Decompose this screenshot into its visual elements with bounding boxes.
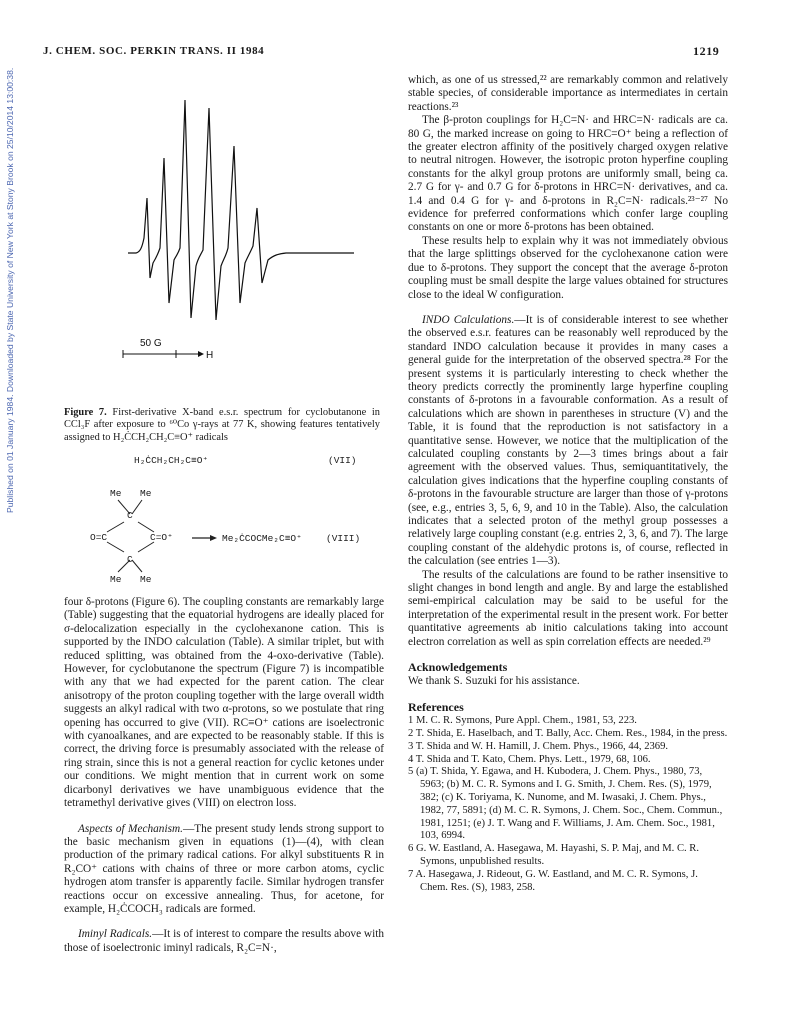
c-top: C <box>127 510 133 521</box>
me-bottom-left: Me <box>110 574 122 585</box>
vii-formula: H₂ĊCH₂CH₂C≡O⁺ <box>134 455 209 466</box>
download-notice: Published on 01 January 1984. Downloaded by State University of New York at Stony Brook on 25/10/2014 13:00:38. <box>5 67 15 513</box>
field-arrow-icon <box>198 351 204 357</box>
reaction-arrow-icon <box>210 535 217 541</box>
right-paragraph-4 <box>408 314 728 569</box>
left-paragraph-2 <box>64 823 384 917</box>
viii-label: (VIII) <box>326 533 361 544</box>
scale-label: 50 G <box>140 338 162 349</box>
journal-header: J. CHEM. SOC. PERKIN TRANS. II 1984 <box>43 45 265 57</box>
vii-label: (VII) <box>328 455 357 466</box>
o-equals-c: O=C <box>90 532 108 543</box>
figure-caption-text: First-derivative X-band e.s.r. spectrum for cyclobutanone in CCl₃F after exposure to ⁶⁰Co γ-rays at 77 K, showing features tentatively assigned to H₂ĊCH₂CH₂C≡O⁺ radicals <box>64 407 380 443</box>
right-paragraph-1: which, as one of us stressed,²² are remarkably common and relatively stable species, of considerable importance as intermediates in certain reactions.²³ <box>408 74 728 113</box>
me-top-left: Me <box>110 488 122 499</box>
figure-caption <box>64 407 380 444</box>
reference-item: 2 T. Shida, E. Haselbach, and T. Bally, Acc. Chem. Res., 1984, in the press. <box>408 728 728 740</box>
reference-item: 6 G. W. Eastland, A. Hasegawa, M. Hayashi, S. P. Maj, and M. C. R. Symons, unpublished results. <box>408 843 700 868</box>
scheme-vii <box>134 455 384 466</box>
c-bottom: C <box>127 554 133 565</box>
figure-caption-label: Figure 7. <box>64 407 107 418</box>
references-list <box>408 715 728 894</box>
viii-product: Me₂ĊCOCMe₂C≡O⁺ <box>222 533 302 544</box>
c-equals-o-plus: C=O⁺ <box>150 532 173 543</box>
left-column <box>64 596 384 955</box>
indo-text: —It is of considerable interest to see whether the observed e.s.r. features can be reasonably well reproduced by the standard INDO calculation because it provides in many cases a general guide for the interpretation of the observed spectra.²⁸ For the present systems it is particularly interesting to check whether the theory predicts correctly the prominently large hyperfine coupling constants of δ-protons in a favourable conformation. As a result of calculations which are shown in parentheses in structure (V) and the Table, it is found that the reproduction is not satisfactory in a quantitative sense. However, we notice that the multiplication of the calculated coupling constants by 2—3 times brings about a fair agreement with the observed values. Thus, semiquantitatively, the calculation gives indications that the hyperfine coupling constants of δ-protons in the favourable structure are larger than those of γ-protons (see, e.g., entries 3, 5, 6, 9, and 10 in the Table). Also, the calculation indicates that a selected proton of the methyl group possesses a relatively large coupling constant (e.g. entries 2, 3, 6, and 7). The large coupling constant of the aldehydic protons is, of course, reflected in the calculation (see entries 1—3). <box>408 313 728 568</box>
acknowledgements-text: We thank S. Suzuki for his assistance. <box>408 675 580 688</box>
left-paragraph-3 <box>64 928 384 955</box>
left-paragraph-1: four δ-protons (Figure 6). The coupling constants are remarkably large (Table) suggesting that the equatorial hydrogens are ideally placed for σ-delocalization especially in the cyclohexanone cation. This is supported by the INDO calculation (Table). A similar triplet, but with reduced splitting, was obtained from the 4-oxo-derivative (Table). However, for cyclobutanone the spectrum (Figure 7) is incompatible with any that we had expected for the parent cation. The clear anisotropy of the proton coupling together with the large overall width suggests an alkyl radical with two α-protons, so we postulate that ring opening has occurred to give (VII). RC≡O⁺ cations are isoelectronic with cyanoalkanes, and are expected to be reasonably stable. If this is correct, the driving force is presumably associated with the release of ring strain, since this is not a general reaction for cyclic ketones under our conditions. We might mention that in current work on some dicarbonyl derivatives we have unambiguous evidence that the tetramethyl derivative gives (VIII) on electron loss. <box>64 596 384 810</box>
me-bottom-right: Me <box>140 574 152 585</box>
references-heading: References <box>408 699 464 714</box>
right-paragraph-2: The β-proton couplings for H₂C=N· and HRC=N· radicals are ca. 80 G, the marked increase on going to HRC=O⁺ being a reflection of the greater electron affinity of the positively charged oxygen relative to neutral nitrogen. However, the isotropic proton hyperfine coupling constants for the alkyl group protons are uniformly small, being ca. 2.7 G for γ- and 0.7 G for δ-protons in HRC=N· derivatives, and ca. 1.4 and 0.4 G for γ- and δ-protons in R₂C=N· radicals.²³⁻²⁷ No evidence for preferred conformations which confer large coupling constants on one or more δ-protons has been obtained. <box>408 114 728 234</box>
iminyl-text: —It is of interest to compare the results above with those of isoelectronic iminyl radicals, R₂C=N·, <box>64 928 385 954</box>
reference-item: 5 (a) T. Shida, Y. Egawa, and H. Kubodera, J. Chem. Phys., 1980, 73, 5963; (b) M. C. R. Symons and I. G. Smith, J. Chem. Res. (S), 1979, 382; (c) K. Toriyama, K. Nunome, and M. Iwasaki, J. Chem. Phys., 1982, 77, 5891; (d) M. C. R. Symons, J. Chem. Soc., Chem. Commun., 1981, 1251; (e) J. T. Wang and F. Williams, J. Am. Chem. Soc., 1981, 103, 6994. <box>408 766 723 842</box>
reference-item: 1 M. C. R. Symons, Pure Appl. Chem., 1981, 53, 223. <box>408 715 637 727</box>
iminyl-heading: Iminyl Radicals. <box>78 928 153 941</box>
reference-item: 7 A. Hasegawa, J. Rideout, G. W. Eastland, and M. C. R. Symons, J. Chem. Res. (S), 1983, 258. <box>408 868 698 893</box>
reference-item: 3 T. Shida and W. H. Hamill, J. Chem. Phys., 1966, 44, 2369. <box>408 740 669 752</box>
esr-spectrum-trace <box>128 100 354 320</box>
field-label: H <box>206 350 214 361</box>
reference-item: 4 T. Shida and T. Kato, Chem. Phys. Lett., 1979, 68, 106. <box>408 753 651 765</box>
right-paragraph-3: These results help to explain why it was not immediately obvious that the large splittings observed for the cyclohexanone cation were due to δ-protons. They support the concept that the average δ-proton coupling must be small despite the large values obtained for structures close to the ideal W configuration. <box>408 234 728 301</box>
right-paragraph-5: The results of the calculations are found to be rather insensitive to slight changes in bond length and angle. By and large the established semi-empirical calculation may be said to be useful for the interpretation of the experimental result in the present work. For better quantitative agreements ab initio calculations taking into account electron correlation as well as spin correlation effects are needed.²⁹ <box>408 568 728 648</box>
page-number: 1219 <box>693 44 720 58</box>
indo-heading: INDO Calculations. <box>422 313 515 326</box>
esr-spectrum-figure <box>118 88 358 378</box>
me-top-right: Me <box>140 488 152 499</box>
right-column <box>408 74 728 894</box>
acknowledgements-heading: Acknowledgements <box>408 660 508 675</box>
mechanism-text: —The present study lends strong support to the basic mechanism given in equations (1)—(4), with clean production of the primary radical cations. For alkyl substituents R in R₂CO⁺ cations with chains of three or more carbon atoms, cyclic hydrogen atom transfer is apparently facile. Similar hydrogen transfer reactions occur on excessive annealing. Thus, for acetone, for example, H₂ĊCOCH₃ radicals are formed. <box>64 822 384 915</box>
mechanism-heading: Aspects of Mechanism. <box>78 822 183 835</box>
